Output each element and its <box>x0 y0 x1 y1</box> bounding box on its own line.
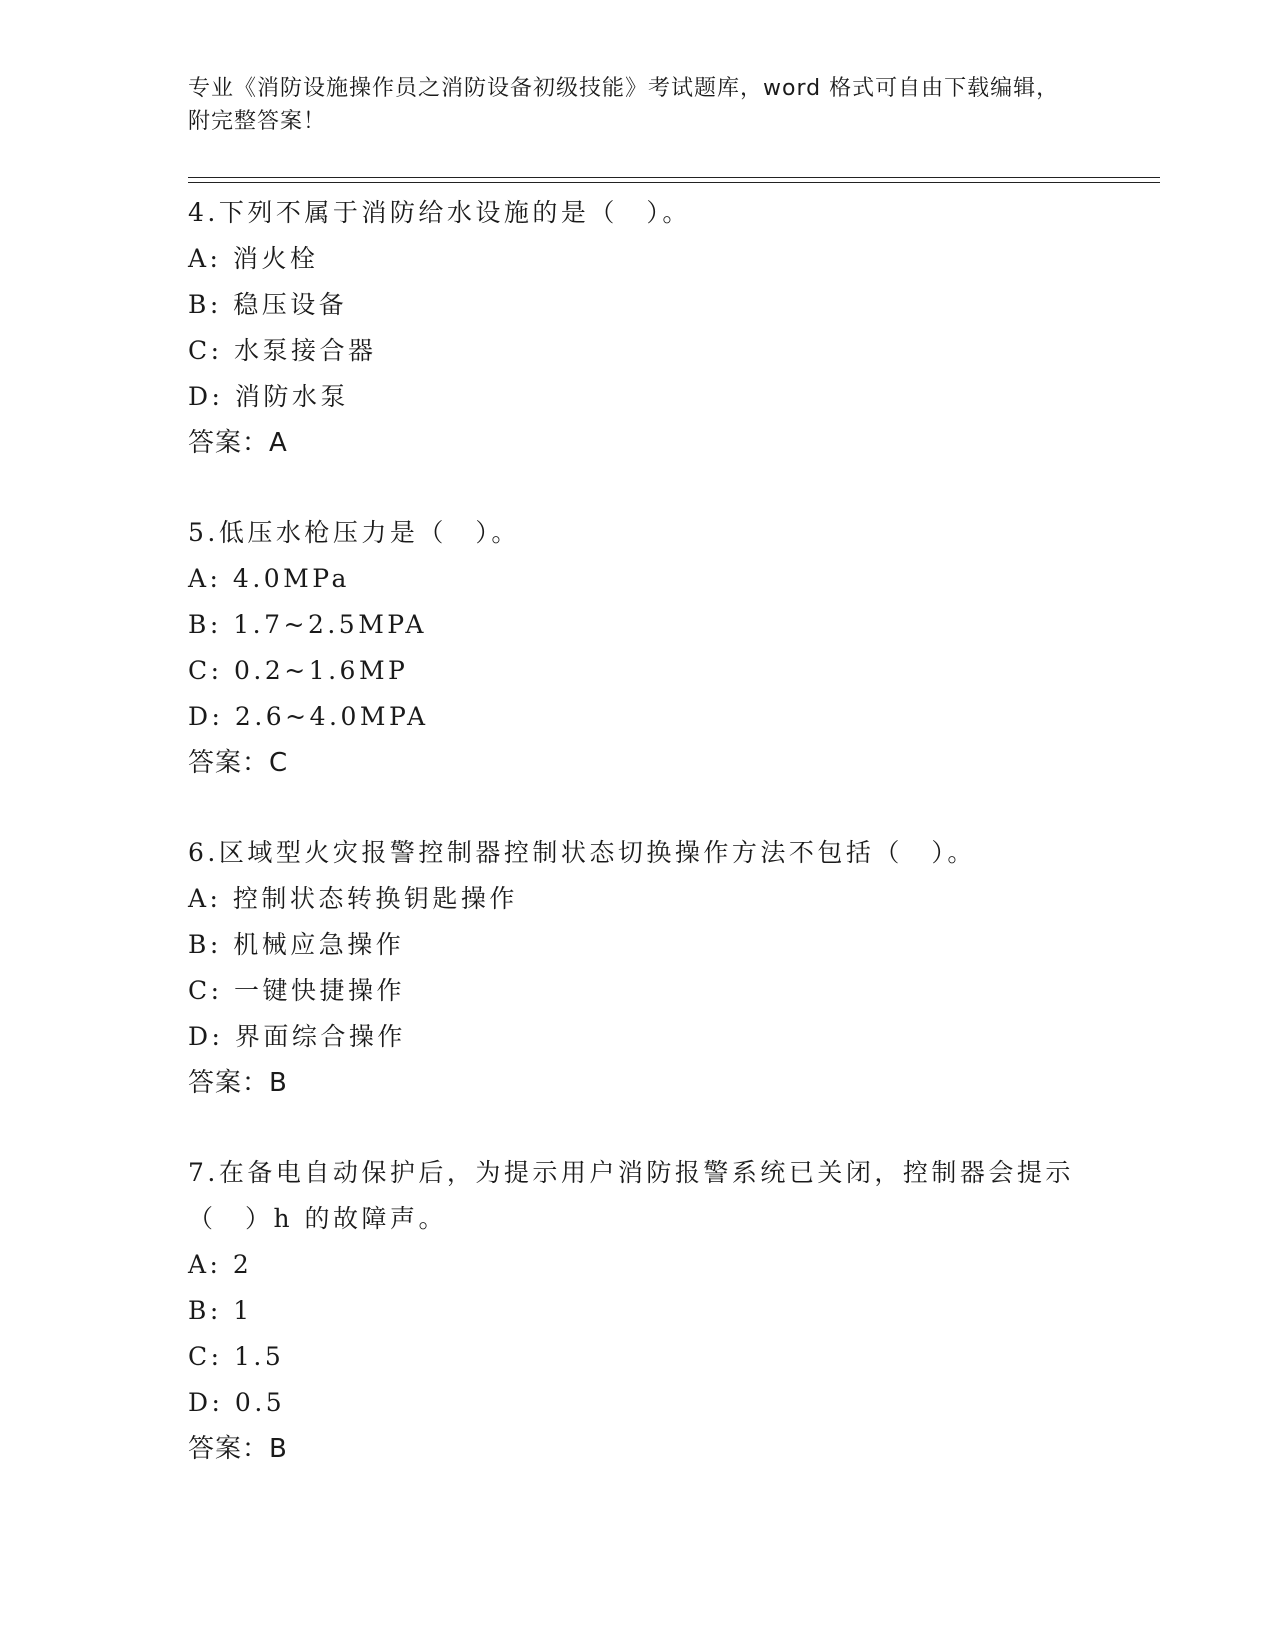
option-b: B: 稳压设备 <box>188 290 348 319</box>
option-a: A: 4.0MPa <box>188 564 350 593</box>
question-5 <box>188 510 1088 786</box>
question-4 <box>188 190 1088 466</box>
option-a: A: 2 <box>188 1250 253 1279</box>
question-text: 7.在备电自动保护后，为提示用户消防报警系统已关闭，控制器会提示（ ）h 的故障声。 <box>188 1158 1074 1233</box>
document-header: 专业《消防设施操作员之消防设备初级技能》考试题库，word 格式可自由下载编辑，附完整答案！ <box>188 76 1060 134</box>
option-d: D: 界面综合操作 <box>188 1022 406 1051</box>
question-7 <box>188 1150 1088 1472</box>
question-6 <box>188 830 1088 1106</box>
header-rule-bottom <box>188 182 1160 183</box>
question-text: 6.区域型火灾报警控制器控制状态切换操作方法不包括（ ）。 <box>188 838 976 867</box>
option-c: C: 水泵接合器 <box>188 336 377 365</box>
option-a: A: 消火栓 <box>188 244 319 273</box>
answer-line: 答案：C <box>188 748 289 778</box>
option-a: A: 控制状态转换钥匙操作 <box>188 884 518 913</box>
header-rule-top <box>188 177 1160 178</box>
option-d: D: 0.5 <box>188 1388 286 1417</box>
answer-line: 答案：B <box>188 1434 288 1464</box>
option-d: D: 消防水泵 <box>188 382 349 411</box>
answer-line: 答案：A <box>188 428 288 458</box>
option-c: C: 1.5 <box>188 1342 285 1371</box>
option-b: B: 1 <box>188 1296 253 1325</box>
answer-line: 答案：B <box>188 1068 288 1098</box>
question-text: 4.下列不属于消防给水设施的是（ ）。 <box>188 198 691 227</box>
option-c: C: 一键快捷操作 <box>188 976 405 1005</box>
option-d: D: 2.6~4.0MPA <box>188 702 429 731</box>
option-b: B: 1.7~2.5MPA <box>188 610 427 639</box>
option-b: B: 机械应急操作 <box>188 930 405 959</box>
option-c: C: 0.2~1.6MP <box>188 656 409 685</box>
question-text: 5.低压水枪压力是（ ）。 <box>188 518 520 547</box>
